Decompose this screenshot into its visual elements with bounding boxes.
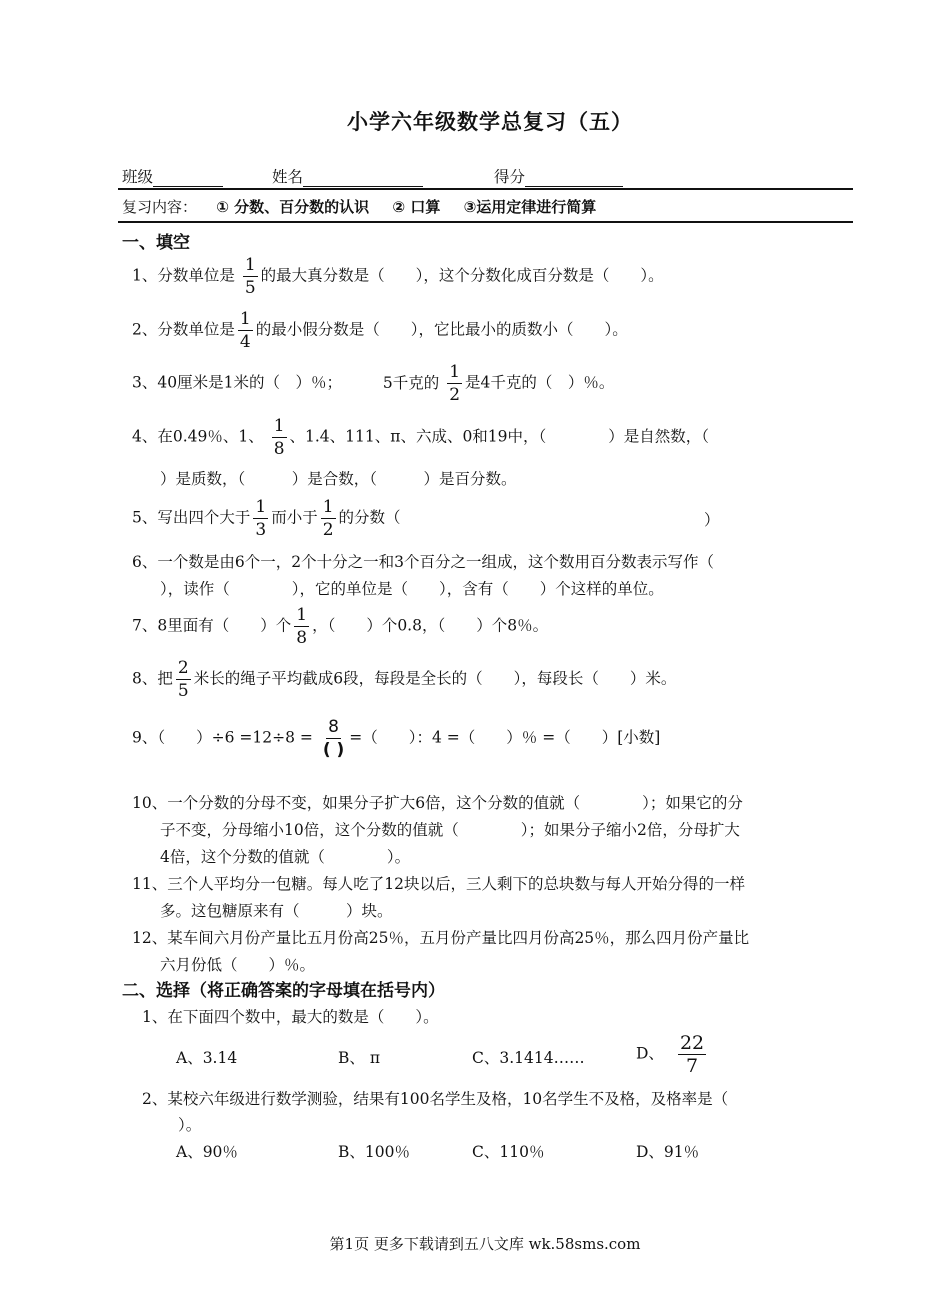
section-2-heading: 二、选择（将正确答案的字母填在括号内）: [122, 981, 445, 1001]
review-item-2: ② 口算: [392, 198, 441, 216]
fraction-1-4: $\frac{1}{4}$: [239, 309, 251, 352]
section-1-heading: 一、填空: [122, 233, 190, 253]
question-4: 4、在0.49％、1、 $\frac{1}{8}$ 、1.4、111、π、六成、0和19中，（ ）是自然数，（: [132, 416, 710, 459]
header-rule-bottom: [118, 221, 853, 223]
class-label: 班级: [122, 168, 154, 186]
fraction-1-2: $\frac{1}{2}$: [449, 362, 461, 405]
review-item-1: ① 分数、百分数的认识: [216, 198, 370, 216]
fraction-2-5: $\frac{2}{5}$: [177, 658, 189, 701]
choice-question-1: 1、在下面四个数中，最大的数是（ ）。: [142, 1008, 439, 1026]
question-5: 5、写出四个大于 $\frac{1}{3}$ 而小于 $\frac{1}{2}$ 的分数（: [132, 497, 401, 540]
review-content: [122, 196, 596, 217]
question-11-line-1: 11、三个人平均分一包糖。每人吃了12块以后，三人剩下的总块数与每人开始分得的一样: [132, 875, 745, 893]
fraction-8-blank: $\frac{8}{( )}$: [322, 717, 345, 760]
choice-question-2-line-2: ）。: [178, 1116, 202, 1134]
score-blank: [525, 170, 623, 187]
choice-question-2-line-1: 2、某校六年级进行数学测验，结果有100名学生及格，10名学生不及格，及格率是（: [142, 1090, 729, 1108]
choice-2-option-d: D、91％: [636, 1143, 700, 1161]
question-8: 8、把 $\frac{2}{5}$ 米长的绳子平均截成6段，每段是全长的（ ），每段长（ ）米。: [132, 658, 677, 701]
question-4-line-2: ）是质数，（ ）是合数，（ ）是百分数。: [160, 470, 517, 488]
question-10-line-2: 子不变，分母缩小10倍，这个分数的值就（ ）；如果分子缩小2倍，分母扩大: [160, 821, 740, 839]
fraction-1-3: $\frac{1}{3}$: [255, 497, 267, 540]
question-10-line-1: 10、一个分数的分母不变，如果分子扩大6倍，这个分数的值就（ ）；如果它的分: [132, 794, 743, 812]
page-title: 小学六年级数学总复习（五）: [347, 110, 633, 134]
name-field: [272, 165, 423, 187]
question-10-line-3: 4倍，这个分数的值就（ ）。: [160, 848, 411, 866]
choice-2-option-b: B、100％: [338, 1143, 410, 1161]
fraction-1-8-b: $\frac{1}{8}$: [296, 605, 308, 648]
page-footer: 第1页 更多下载请到五八文库 wk.58sms.com: [329, 1235, 641, 1253]
choice-1-option-a: A、3.14: [176, 1049, 238, 1067]
question-2: 2、分数单位是 $\frac{1}{4}$ 的最小假分数是（ ），它比最小的质数小（ ）。: [132, 309, 628, 352]
class-blank: [153, 170, 223, 187]
choice-1-option-c: C、3.1414……: [472, 1049, 585, 1067]
question-11-line-2: 多。这包糖原来有（ ）块。: [160, 902, 393, 920]
choice-2-option-a: A、90％: [176, 1143, 238, 1161]
score-field: [494, 165, 623, 187]
question-3: 3、40厘米是1米的（ ）％； 5千克的 $\frac{1}{2}$ 是4千克的（ ）％。: [132, 362, 615, 405]
fraction-1-8: $\frac{1}{8}$: [273, 416, 285, 459]
question-9: 9、（ ）÷6 =12÷8 = $\frac{8}{( )}$ =（ ）：4 =（ ）％ =（ ）[小数]: [132, 717, 661, 760]
question-7: 7、8里面有（ ）个 $\frac{1}{8}$ ，（ ）个0.8，（ ）个8％。: [132, 605, 549, 648]
review-item-3: ③运用定律进行简算: [463, 198, 597, 216]
name-blank: [303, 170, 423, 187]
question-6-line-1: 6、一个数是由6个一，2个十分之一和3个百分之一组成，这个数用百分数表示写作（: [132, 553, 714, 571]
question-12-line-1: 12、某车间六月份产量比五月份高25％，五月份产量比四月份高25％，那么四月份产量比: [132, 929, 750, 947]
choice-1-option-b: B、 π: [338, 1049, 381, 1067]
score-label: 得分: [494, 168, 526, 186]
fraction-22-7: $\frac{22}{7}$: [679, 1032, 705, 1077]
header-rule-top: [118, 188, 853, 190]
class-field: [122, 165, 223, 187]
question-1: 1、分数单位是 $\frac{1}{5}$ 的最大真分数是（ ），这个分数化成百分数是（ ）。: [132, 255, 664, 298]
fraction-1-2-b: $\frac{1}{2}$: [322, 497, 334, 540]
question-12-line-2: 六月份低（ ）％。: [160, 956, 316, 974]
choice-1-option-d: D、 $\frac{22}{7}$: [636, 1032, 705, 1077]
fraction-1-5: $\frac{1}{5}$: [244, 255, 256, 298]
question-5-close: ）: [704, 511, 720, 529]
review-label: 复习内容：: [122, 198, 198, 216]
name-label: 姓名: [272, 168, 304, 186]
question-6-line-2: ），读作（ ），它的单位是（ ），含有（ ）个这样的单位。: [160, 580, 664, 598]
choice-2-option-c: C、110％: [472, 1143, 545, 1161]
